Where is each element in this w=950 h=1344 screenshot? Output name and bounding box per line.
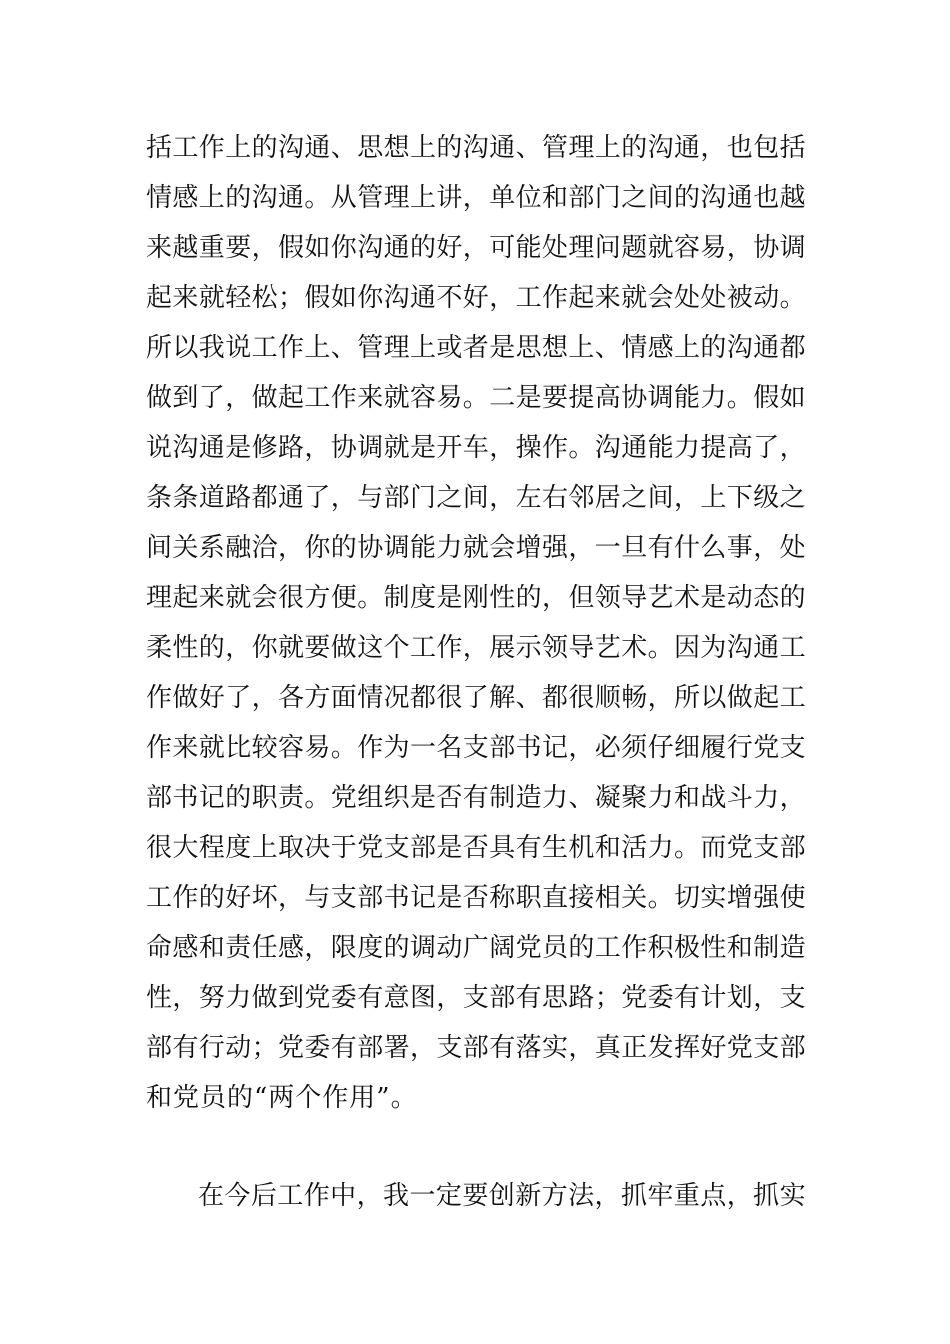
body-text-line: 说沟通是修路，协调就是开车，操作。沟通能力提高了， xyxy=(146,433,807,463)
body-text-line: 理起来就会很方便。制度是刚性的，但领导艺术是动态的 xyxy=(146,583,807,613)
body-text-line: 起来就轻松；假如你沟通不好，工作起来就会处处被动。 xyxy=(146,283,807,313)
body-text-line: 作做好了，各方面情况都很了解、都很顺畅，所以做起工 xyxy=(146,683,807,713)
body-text-line: 条条道路都通了，与部门之间，左右邻居之间，上下级之 xyxy=(146,483,807,513)
body-text-line: 作来就比较容易。作为一名支部书记，必须仔细履行党支 xyxy=(146,733,807,763)
body-text-line: 来越重要，假如你沟通的好，可能处理问题就容易，协调 xyxy=(146,233,807,263)
body-text-line: 性，努力做到党委有意图，支部有思路；党委有计划，支 xyxy=(146,983,807,1013)
body-text-line: 括工作上的沟通、思想上的沟通、管理上的沟通，也包括 xyxy=(146,133,807,163)
body-text-line: 部有行动；党委有部署，支部有落实，真正发挥好党支部 xyxy=(146,1033,807,1063)
body-text-line: 情感上的沟通。从管理上讲，单位和部门之间的沟通也越 xyxy=(146,183,807,213)
body-text-line: 和党员的“两个作用”。 xyxy=(146,1083,418,1113)
paragraph-first-line: 在今后工作中，我一定要创新方法，抓牢重点，抓实 xyxy=(198,1181,807,1211)
body-text-line: 做到了，做起工作来就容易。二是要提高协调能力。假如 xyxy=(146,383,807,413)
body-text-line: 工作的好坏，与支部书记是否称职直接相关。切实增强使 xyxy=(146,883,807,913)
body-text-line: 部书记的职责。党组织是否有制造力、凝聚力和战斗力， xyxy=(146,783,807,813)
body-text-line: 很大程度上取决于党支部是否具有生机和活力。而党支部 xyxy=(146,833,807,863)
body-text-line: 命感和责任感，限度的调动广阔党员的工作积极性和制造 xyxy=(146,933,807,963)
body-text-line: 柔性的，你就要做这个工作，展示领导艺术。因为沟通工 xyxy=(146,633,807,663)
body-text-line: 所以我说工作上、管理上或者是思想上、情感上的沟通都 xyxy=(146,333,807,363)
body-text-line: 间关系融洽，你的协调能力就会增强，一旦有什么事，处 xyxy=(146,533,807,563)
